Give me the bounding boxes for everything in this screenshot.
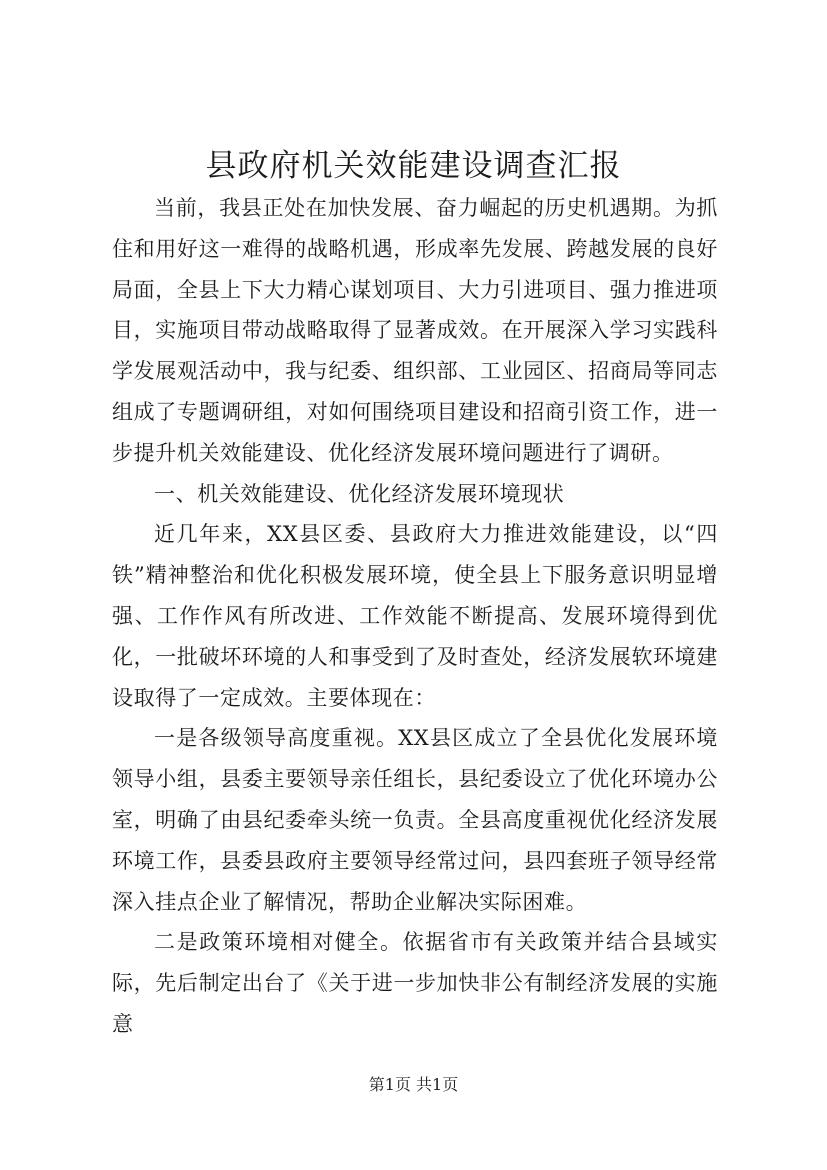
paragraph-intro: 当前，我县正处在加快发展、奋力崛起的历史机遇期。为抓住和用好这一难得的战略机遇，形成率先发展、跨越发展的良好局面，全县上下大力精心谋划项目、大力引进项目、强力推进项目，实施项目带动战略取得了显著成效。在开展深入学习实践科学发展观活动中，我与纪委、组织部、工业园区、招商局等同志组成了专题调研组，对如何围绕项目建设和招商引资工作，进一步提升机关效能建设、优化经济发展环境问题进行了调研。 — [112, 196, 718, 465]
paragraph-leadership: 一是各级领导高度重视。XX县区成立了全县优化发展环境领导小组，县委主要领导亲任组长，县纪委设立了优化环境办公室，明确了由县纪委牵头统一负责。全县高度重视优化经济发展环境工作，县委县政府主要领导经常过问，县四套班子领导经常深入挂点企业了解情况，帮助企业解决实际困难。 — [112, 726, 718, 914]
document-body — [112, 188, 718, 1045]
section-heading: 一、机关效能建设、优化经济发展环境现状 — [154, 481, 565, 506]
page-footer: 第1页 共1页 — [368, 1075, 459, 1094]
document-title: 县政府机关效能建设调查汇报 — [205, 148, 622, 184]
paragraph-policy: 二是政策环境相对健全。依据省市有关政策并结合县域实际，先后制定出台了《关于进一步加快非公有制经济发展的实施意 — [112, 930, 718, 1036]
paragraph-current-status: 近几年来，XX县区委、县政府大力推进效能建设，以“四铁”精神整治和优化积极发展环境，使全县上下服务意识明显增强、工作作风有所改进、工作效能不断提高、发展环境得到优化，一批破坏环境的人和事受到了及时查处，经济发展软环境建设取得了一定成效。主要体现在： — [112, 522, 718, 710]
